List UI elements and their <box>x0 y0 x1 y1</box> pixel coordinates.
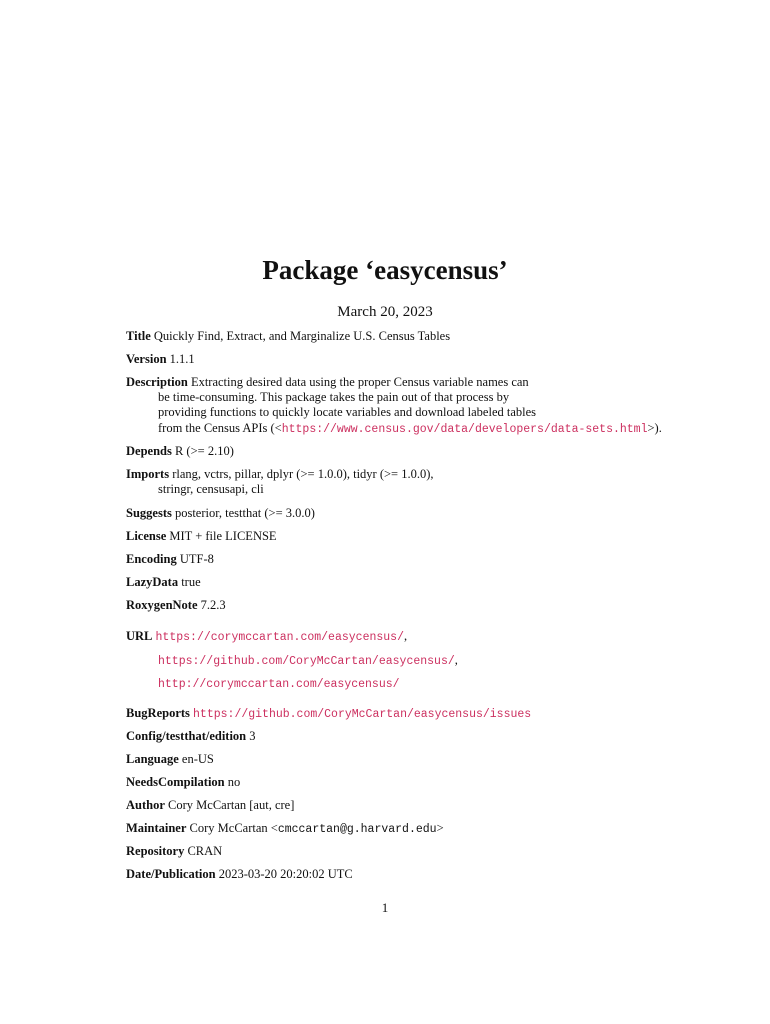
field-label: Imports <box>126 467 170 481</box>
field-repository <box>126 844 666 859</box>
field-label: License <box>126 529 167 543</box>
field-label: Depends <box>126 444 172 458</box>
field-url <box>126 629 666 645</box>
field-description <box>126 375 666 390</box>
field-value: 2023-03-20 20:20:02 UTC <box>218 867 353 881</box>
url-link[interactable]: https://corymccartan.com/easycensus/ <box>155 631 404 644</box>
field-title <box>126 329 666 344</box>
field-value: rlang, vctrs, pillar, dplyr (>= 1.0.0), tidyr (>= 1.0.0), <box>172 467 434 481</box>
page-number: 1 <box>381 900 389 915</box>
field-encoding <box>126 552 666 567</box>
field-label: Date/Publication <box>126 867 216 881</box>
url-line <box>158 653 458 669</box>
field-label: Encoding <box>126 552 177 566</box>
field-label: Language <box>126 752 179 766</box>
field-label: Description <box>126 375 188 389</box>
field-value: 1.1.1 <box>169 352 195 366</box>
field-license <box>126 529 666 544</box>
field-value: Quickly Find, Extract, and Marginalize U.S. Census Tables <box>153 329 451 343</box>
field-value: CRAN <box>187 844 223 858</box>
field-bugreports <box>126 706 666 722</box>
maintainer-prefix: Cory McCartan < <box>189 821 278 835</box>
url-link[interactable]: https://github.com/CoryMcCartan/easycensus/ <box>158 655 455 668</box>
field-suggests <box>126 506 666 521</box>
field-roxygennote <box>126 598 666 613</box>
field-label: Suggests <box>126 506 172 520</box>
field-value: UTF-8 <box>179 552 214 566</box>
field-value: R (>= 2.10) <box>174 444 234 458</box>
url-separator: , <box>454 653 458 667</box>
field-value: 7.2.3 <box>200 598 226 612</box>
field-label: Repository <box>126 844 185 858</box>
field-label: BugReports <box>126 706 190 720</box>
field-depends <box>126 444 666 459</box>
package-title: Package ‘easycensus’ <box>262 255 508 285</box>
field-value: Cory McCartan [aut, cre] <box>168 798 295 812</box>
field-label: URL <box>126 629 153 643</box>
imports-continuation: stringr, censusapi, cli <box>158 482 264 496</box>
field-label: Maintainer <box>126 821 187 835</box>
field-date-publication <box>126 867 666 882</box>
description-line: providing functions to quickly locate variables and download labeled tables <box>158 405 537 419</box>
field-value: posterior, testthat (>= 3.0.0) <box>174 506 315 520</box>
field-value: MIT + file LICENSE <box>169 529 277 543</box>
url-separator: , <box>403 629 408 643</box>
field-label: Title <box>126 329 151 343</box>
field-label: RoxygenNote <box>126 598 198 612</box>
field-author <box>126 798 666 813</box>
field-imports <box>126 467 666 482</box>
field-label: Config/testthat/edition <box>126 729 247 743</box>
field-label: Author <box>126 798 165 812</box>
field-needscompilation <box>126 775 666 790</box>
field-label: Version <box>126 352 167 366</box>
field-value: 3 <box>249 729 256 743</box>
url-link[interactable]: http://corymccartan.com/easycensus/ <box>158 678 400 691</box>
field-value: no <box>227 775 241 789</box>
field-language <box>126 752 666 767</box>
field-value: true <box>181 575 201 589</box>
description-line <box>158 421 662 437</box>
field-label: NeedsCompilation <box>126 775 225 789</box>
package-date: March 20, 2023 <box>337 304 433 320</box>
description-suffix: >). <box>647 421 662 435</box>
description-line: Extracting desired data using the proper Census variable names can <box>190 375 529 389</box>
description-prefix: from the Census APIs (< <box>158 421 282 435</box>
field-version <box>126 352 666 367</box>
field-config-testthat-edition <box>126 729 666 744</box>
field-label: LazyData <box>126 575 179 589</box>
census-api-link[interactable]: https://www.census.gov/data/developers/data-sets.html <box>281 423 648 436</box>
maintainer-email[interactable]: cmccartan@g.harvard.edu <box>277 823 437 836</box>
bugreports-link[interactable]: https://github.com/CoryMcCartan/easycensus/issues <box>193 708 532 721</box>
field-lazydata <box>126 575 666 590</box>
field-maintainer <box>126 821 666 837</box>
field-value: en-US <box>181 752 214 766</box>
description-line: be time-consuming. This package takes the pain out of that process by <box>158 390 510 404</box>
url-line <box>158 676 400 692</box>
maintainer-suffix: > <box>436 821 444 835</box>
